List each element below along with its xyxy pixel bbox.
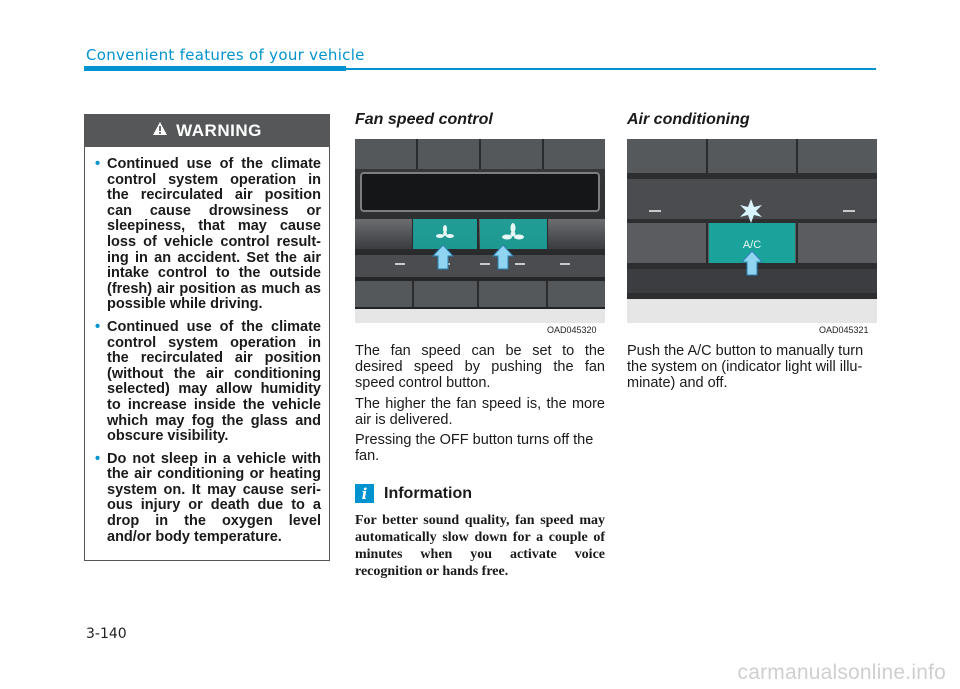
warning-label: WARNING: [176, 121, 262, 140]
warning-item-text: Continued use of the climate control system operation in the recirculated air position (without the air conditioning selected) may allow humidity to increase inside the vehicle which may fog the glass and obscure visibility.: [107, 318, 321, 445]
page-number: 3-140: [86, 626, 127, 642]
air-conditioning-title: Air conditioning: [627, 111, 750, 128]
fan-paragraph: The fan speed can be set to the desired speed by pushing the fan speed control button.: [355, 343, 605, 391]
information-body: For better sound quality, fan speed may automatically slow down for a couple of minutes when you activate voice recognition or hands free.: [355, 513, 605, 579]
information-header: [355, 484, 472, 503]
info-icon: i: [355, 484, 374, 503]
fan-control-panel-photo: [355, 139, 605, 323]
section-header-title: Convenient features of your vehicle: [86, 46, 365, 64]
information-label: Information: [384, 484, 472, 502]
header-rule-thin: [346, 68, 876, 70]
warning-box: [84, 114, 330, 561]
fan-paragraph: Pressing the OFF button turns off the fan.: [355, 432, 594, 464]
ac-paragraph: Push the A/C button to manually turn the system on (indicator light will illu-minate) and off.: [627, 343, 864, 391]
svg-text:A/C: A/C: [742, 239, 762, 251]
ac-photo-caption: OAD045321: [819, 325, 869, 335]
header-rule-thick: [84, 66, 346, 71]
warning-item: • Do not sleep in a vehicle with the air conditioning or heating system on. It may cause seri-ous injury or death due to a drop in the oxygen level and/or body temperature.: [95, 450, 321, 545]
warning-item-text: Do not sleep in a vehicle with the air conditioning or heating system on. It may cause seri-ous injury or death due to a drop in the oxygen level and/or body temperature.: [107, 450, 321, 545]
watermark: carmanualsonline.info: [737, 661, 946, 684]
warning-list: [85, 147, 329, 545]
fan-paragraph: The higher the fan speed is, the more air is delivered.: [355, 396, 605, 428]
warning-item-text: Continued use of the climate control system operation in the recirculated air position can cause drowsiness or sleepiness, that may cause loss of vehicle control result-ing in an accident. Set the air intake control to the outside (fresh) air position as much as possible while driving.: [107, 156, 321, 313]
warning-triangle-icon: [152, 121, 168, 141]
fan-photo-caption: OAD045320: [547, 325, 597, 335]
ac-control-panel-photo: [627, 139, 877, 323]
fan-speed-title: Fan speed control: [355, 111, 493, 128]
warning-header: [85, 115, 329, 147]
warning-item: • Continued use of the climate control system operation in the recirculated air position (without the air conditioning selected) may allow humidity to increase inside the vehicle which may fog the glass and obscure visibility.: [95, 318, 321, 445]
warning-item: • Continued use of the climate control system operation in the recirculated air position can cause drowsiness or sleepiness, that may cause loss of vehicle control result-ing in an accident. Set the air intake control to the outside (fresh) air position as much as possible while driving.: [95, 156, 321, 313]
